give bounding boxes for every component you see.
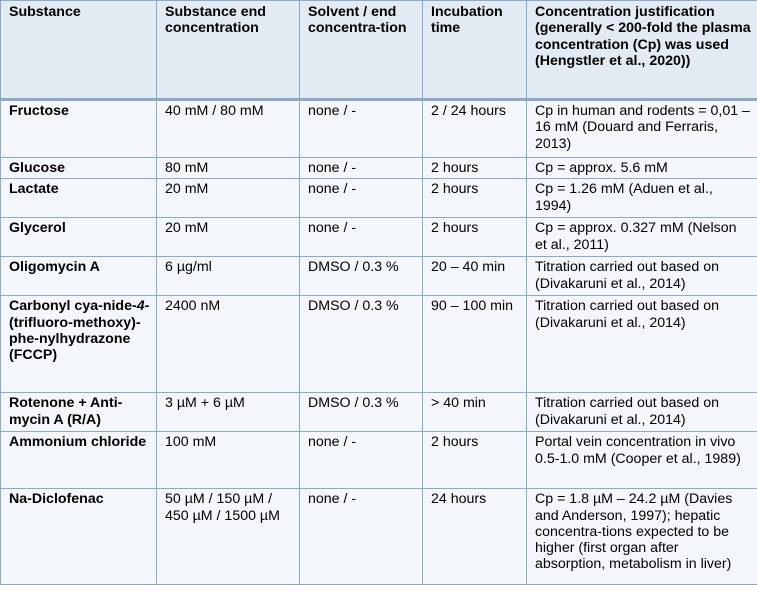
table-row <box>1 179 757 218</box>
solvent-cell: none / - <box>300 489 423 585</box>
table-row <box>1 257 757 296</box>
incubation-time-cell: 20 – 40 min <box>423 257 527 296</box>
end-concentration-cell: 20 mM <box>157 218 300 257</box>
solvent-cell: none / - <box>300 218 423 257</box>
solvent-cell: none / - <box>300 158 423 179</box>
header-justification: Concentration justification (generally < 200-fold the plasma concentration (Cp) was used (Hengstler et al., 2020)) <box>527 1 757 100</box>
substance-cell: Rotenone + Anti-mycin A (R/A) <box>1 393 157 432</box>
justification-cell: Titration carried out based on (Divakaruni et al., 2014) <box>527 296 757 393</box>
table-body <box>1 100 757 585</box>
substance-cell: Lactate <box>1 179 157 218</box>
table-row <box>1 100 757 158</box>
incubation-time-cell: 2 / 24 hours <box>423 100 527 158</box>
solvent-cell: none / - <box>300 100 423 158</box>
substance-cell: Na-Diclofenac <box>1 489 157 585</box>
table-header <box>1 1 757 100</box>
table-row <box>1 489 757 585</box>
table-row <box>1 432 757 489</box>
substance-text: -(trifluoro-methoxy)-phe-nylhydrazone (FCCP) <box>9 298 150 364</box>
justification-cell: Cp = 1.8 µM – 24.2 µM (Davies and Anderson, 1997); hepatic concentra-tions expected to be higher (first organ after absorption, metabolism in liver) <box>527 489 757 585</box>
substance-cell: Ammonium chloride <box>1 432 157 489</box>
table-row <box>1 218 757 257</box>
table-row <box>1 393 757 432</box>
substance-cell: Glucose <box>1 158 157 179</box>
solvent-cell: DMSO / 0.3 % <box>300 257 423 296</box>
substance-cell <box>1 296 157 393</box>
table-row <box>1 158 757 179</box>
incubation-time-cell: 2 hours <box>423 158 527 179</box>
header-row <box>1 1 757 100</box>
substance-cell: Fructose <box>1 100 157 158</box>
incubation-time-cell: 2 hours <box>423 432 527 489</box>
justification-cell: Titration carried out based on (Divakaruni et al., 2014) <box>527 393 757 432</box>
substance-italic-text: 4 <box>136 298 145 315</box>
end-concentration-cell: 2400 nM <box>157 296 300 393</box>
justification-cell: Cp = 1.26 mM (Aduen et al., 1994) <box>527 179 757 218</box>
justification-cell: Cp = approx. 0.327 mM (Nelson et al., 2011) <box>527 218 757 257</box>
end-concentration-cell: 100 mM <box>157 432 300 489</box>
incubation-time-cell: > 40 min <box>423 393 527 432</box>
solvent-cell: DMSO / 0.3 % <box>300 393 423 432</box>
incubation-time-cell: 90 – 100 min <box>423 296 527 393</box>
justification-cell: Portal vein concentration in vivo 0.5-1.0 mM (Cooper et al., 1989) <box>527 432 757 489</box>
substance-text: Carbonyl cya-nide- <box>9 298 137 315</box>
end-concentration-cell: 40 mM / 80 mM <box>157 100 300 158</box>
justification-cell: Cp in human and rodents = 0,01 – 16 mM (Douard and Ferraris, 2013) <box>527 100 757 158</box>
substance-cell: Glycerol <box>1 218 157 257</box>
end-concentration-cell: 3 µM + 6 µM <box>157 393 300 432</box>
end-concentration-cell: 50 µM / 150 µM / 450 µM / 1500 µM <box>157 489 300 585</box>
end-concentration-cell: 6 µg/ml <box>157 257 300 296</box>
incubation-time-cell: 2 hours <box>423 179 527 218</box>
incubation-time-cell: 24 hours <box>423 489 527 585</box>
solvent-cell: none / - <box>300 432 423 489</box>
solvent-cell: DMSO / 0.3 % <box>300 296 423 393</box>
justification-cell: Cp = approx. 5.6 mM <box>527 158 757 179</box>
justification-cell: Titration carried out based on (Divakaruni et al., 2014) <box>527 257 757 296</box>
header-incubation-time: Incubation time <box>423 1 527 100</box>
solvent-cell: none / - <box>300 179 423 218</box>
header-substance: Substance <box>1 1 157 100</box>
end-concentration-cell: 20 mM <box>157 179 300 218</box>
end-concentration-cell: 80 mM <box>157 158 300 179</box>
header-end-concentration: Substance end concentration <box>157 1 300 100</box>
incubation-time-cell: 2 hours <box>423 218 527 257</box>
substance-cell: Oligomycin A <box>1 257 157 296</box>
table-row <box>1 296 757 393</box>
header-solvent: Solvent / end concentra-tion <box>300 1 423 100</box>
